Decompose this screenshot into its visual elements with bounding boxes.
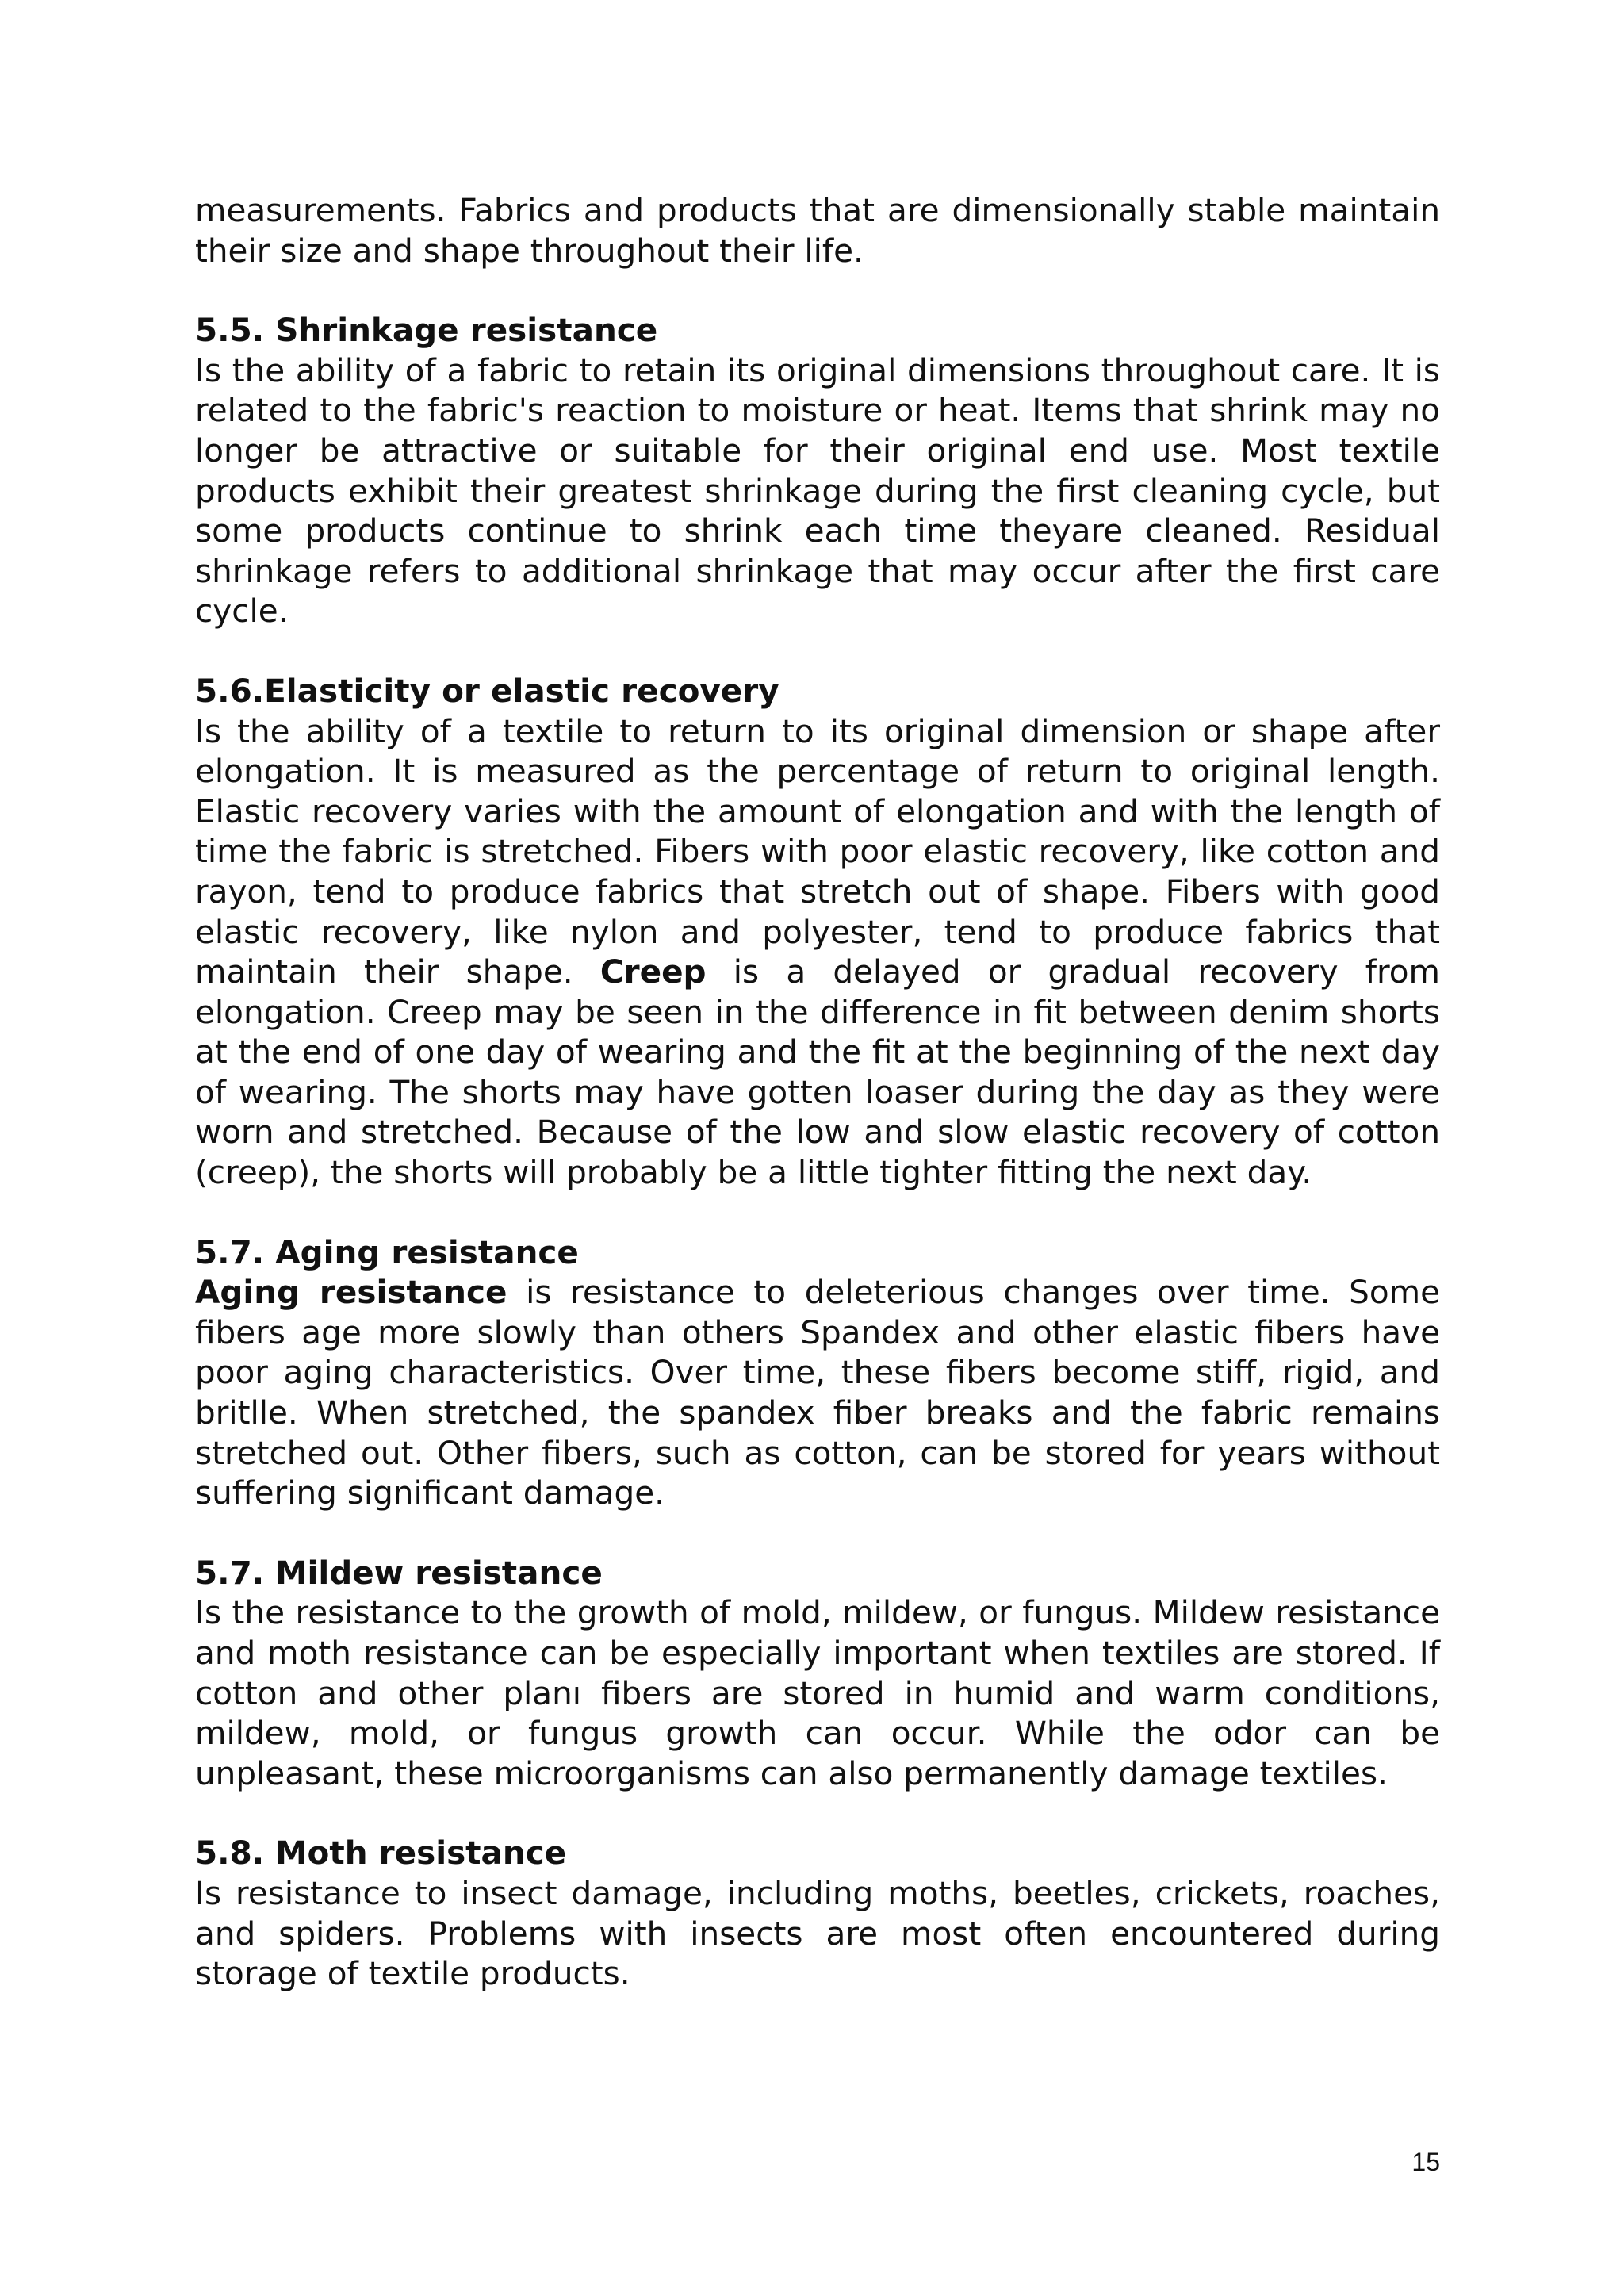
- intro-paragraph: measurements. Fabrics and products that are dimensionally stable maintain their size and shape throughout their life.: [195, 191, 1440, 270]
- section-heading: 5.5. Shrinkage resistance: [195, 311, 658, 350]
- body-text: Is the ability of a textile to return to its original dimension or shape after elongation. It is measured as the percentage of return to original length. Elastic recovery varies with the amount of elongation and with the length of time the fabric is stretched. Fibers with poor elastic recovery, like cotton and rayon, tend to produce fabrics that stretch out of shape. Fibers with good elastic recovery, like nylon and polyester, tend to produce fabrics that maintain their shape.: [195, 711, 1440, 991]
- section-body: Is the resistance to the growth of mold, mildew, or fungus. Mildew resistance and moth resistance can be especially important when textiles are stored. If cotton and other planı fibers are stored in humid and warm conditions, mildew, mold, or fungus growth can occur. While the odor can be unpleasant, these microorganisms can also permanently damage textiles.: [195, 1593, 1440, 1792]
- section-shrinkage-resistance: [195, 310, 1440, 631]
- section-aging-resistance: [195, 1232, 1440, 1513]
- section-body: Is the ability of a fabric to retain its original dimensions throughout care. It is related to the fabric's reaction to moisture or heat. Items that shrink may no longer be attractive or suitable for their original end use. Most textile products exhibit their greatest shrinkage during the first cleaning cycle, but some products continue to shrink each time theyare cleaned. Residual shrinkage refers to additional shrinkage that may occur after the first care cycle.: [195, 351, 1440, 631]
- section-heading: 5.8. Moth resistance: [195, 1834, 567, 1872]
- section-body: Is resistance to insect damage, including moths, beetles, crickets, roaches, and spiders. Problems with insects are most often encountered during storage of textile products.: [195, 1873, 1440, 1993]
- bold-term: Aging resistance: [195, 1273, 508, 1312]
- section-moth-resistance: [195, 1833, 1440, 1993]
- section-heading: 5.7. Aging resistance: [195, 1232, 579, 1271]
- section-body: [195, 1272, 1440, 1513]
- body-text: is resistance to deleterious changes over time. Some fibers age more slowly than others Spandex and other elastic fibers have poor aging characteristics. Over time, these fibers become stiff, rigid, and britlle. When stretched, the spandex fiber breaks and the fabric remains stretched out. Other fibers, such as cotton, can be stored for years without suffering significant damage.: [195, 1273, 1440, 1512]
- section-mildew-resistance: [195, 1553, 1440, 1794]
- section-elasticity: [195, 671, 1440, 1193]
- body-text: is a delayed or gradual recovery from elongation. Creep may be seen in the difference in fit between denim shorts at the end of one day of wearing and the fit at the beginning of the next day of wearing. The shorts may have gotten loaser during the day as they were worn and stretched. Because of the low and slow elastic recovery of cotton (creep), the shorts will probably be a little tighter fitting the next day.: [195, 953, 1441, 1192]
- section-heading: 5.7. Mildew resistance: [195, 1553, 603, 1592]
- section-heading: 5.6.Elasticity or elastic recovery: [195, 671, 779, 710]
- page-number: 15: [1411, 2148, 1440, 2176]
- document-page: [195, 190, 1440, 1994]
- section-body: [195, 711, 1440, 1193]
- bold-term: Creep: [599, 953, 707, 991]
